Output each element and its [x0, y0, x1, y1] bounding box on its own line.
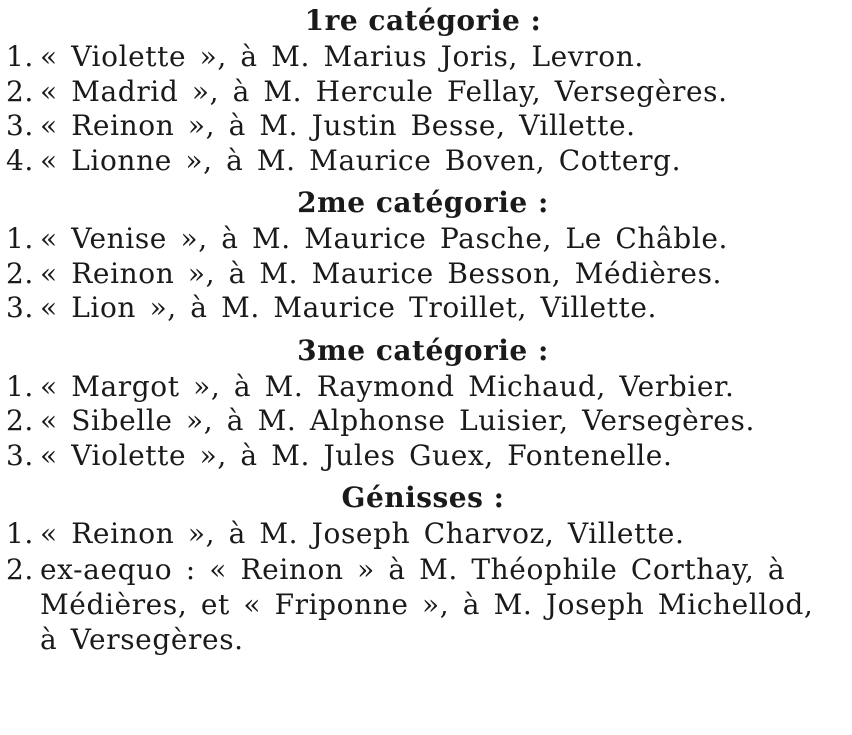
list-item	[6, 552, 840, 657]
item-text: « Venise », à M. Maurice Pasche, Le Châble.	[40, 222, 729, 255]
list-item	[6, 40, 840, 75]
item-text: « Lionne », à M. Maurice Boven, Cotterg.	[40, 143, 682, 177]
item-text: « Sibelle », à M. Alphonse Luisier, Versegères.	[40, 404, 755, 437]
item-number: 4.	[6, 143, 34, 177]
item-number: 2.	[6, 74, 34, 108]
list-item	[6, 257, 840, 292]
list-item	[6, 517, 840, 552]
item-text: « Reinon », à M. Maurice Besson, Médières.	[40, 256, 723, 290]
item-text: « Madrid », à M. Hercule Fellay, Versegères.	[40, 74, 728, 108]
list-item	[6, 222, 840, 257]
item-text: ex-aequo : « Reinon » à M. Théophile Corthay, à Médières, et « Friponne », à M. Joseph Michellod, à Versegères.	[40, 552, 814, 656]
item-number: 1.	[6, 222, 34, 255]
item-number: 2.	[6, 552, 34, 586]
item-text: « Reinon », à M. Justin Besse, Villette.	[40, 109, 636, 142]
item-text: « Violette », à M. Marius Joris, Levron.	[40, 40, 644, 73]
item-number: 1.	[6, 369, 34, 403]
list-item	[6, 439, 840, 474]
list-item	[6, 370, 840, 405]
section-2me-categorie	[6, 186, 840, 326]
item-text: « Reinon », à M. Joseph Charvoz, Villette.	[40, 517, 685, 550]
section-heading: 2me catégorie :	[297, 186, 549, 219]
item-number: 2.	[6, 256, 34, 290]
item-number: 3.	[6, 109, 34, 142]
section-3me-categorie	[6, 334, 840, 474]
section-genisses	[6, 481, 840, 657]
section-heading: 1re catégorie :	[304, 4, 542, 37]
list-item	[6, 291, 840, 326]
item-number: 2.	[6, 404, 34, 437]
item-text: « Violette », à M. Jules Guex, Fontenelle.	[40, 438, 673, 472]
section-1re-categorie	[6, 4, 840, 178]
list-item	[6, 109, 840, 144]
item-text: « Lion », à M. Maurice Troillet, Villette.	[40, 291, 658, 324]
list-item	[6, 75, 840, 110]
list-item	[6, 404, 840, 439]
section-heading: 3me catégorie :	[297, 333, 549, 367]
section-heading: Génisses :	[341, 481, 505, 514]
item-number: 1.	[6, 517, 34, 550]
item-number: 1.	[6, 40, 34, 73]
item-number: 3.	[6, 438, 34, 472]
item-number: 3.	[6, 291, 34, 324]
list-item	[6, 144, 840, 179]
item-text: « Margot », à M. Raymond Michaud, Verbier.	[40, 369, 735, 403]
